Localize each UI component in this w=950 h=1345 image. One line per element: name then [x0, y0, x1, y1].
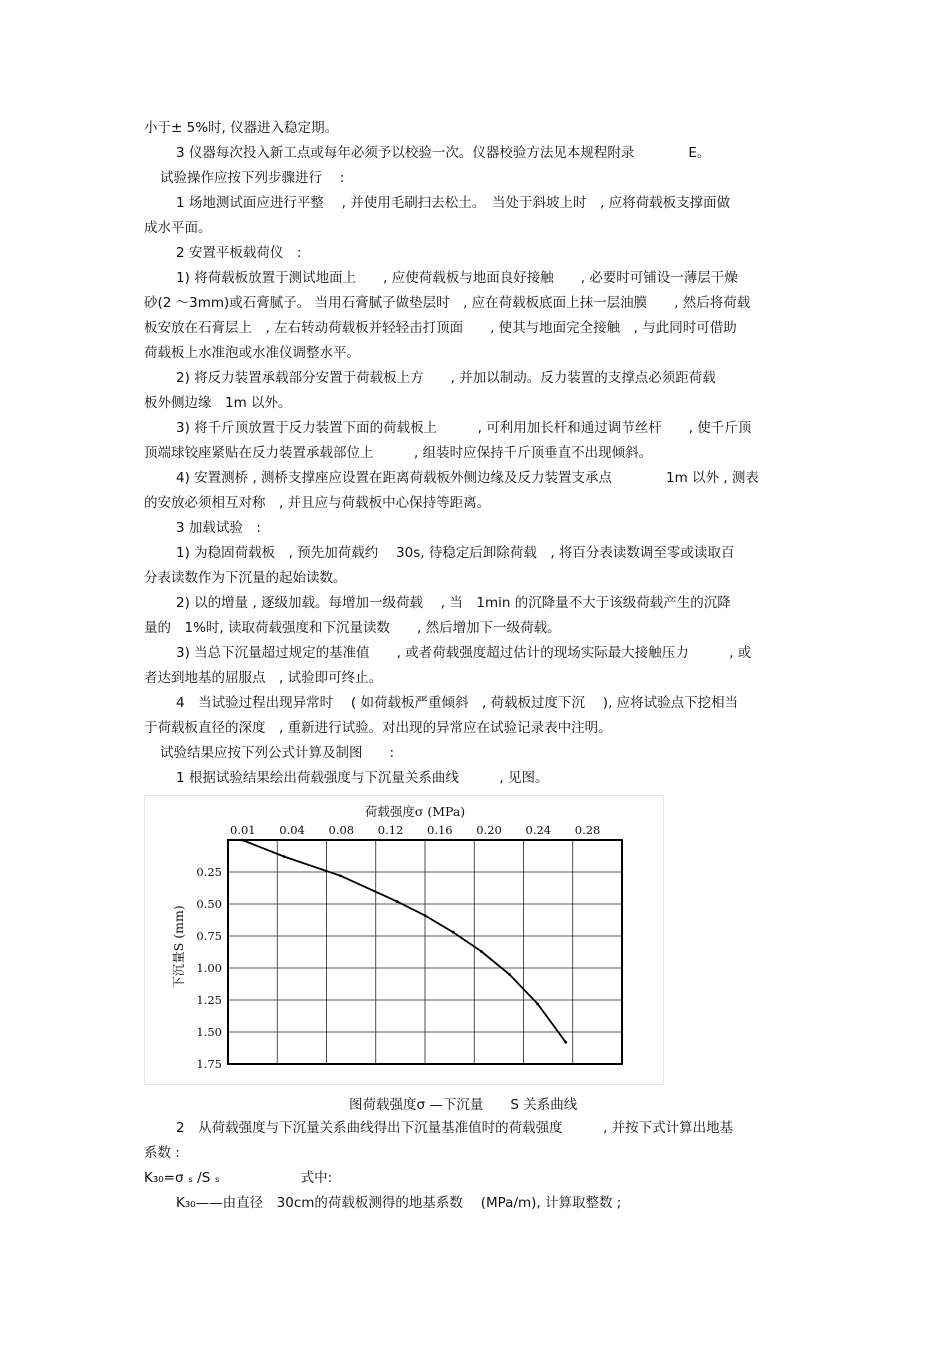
figure — [144, 795, 664, 1085]
y-tick-label: 1.75 — [196, 1057, 222, 1071]
text-line: 3) 将千斤顶放置于反力装置下面的荷载板上 , 可利用加长杆和通过调节丝杆 , 使千斤顶 — [176, 420, 752, 436]
data-point — [395, 900, 398, 903]
text-line: 1) 将荷载板放置于测试地面上 , 应使荷载板与地面良好接触 , 必要时可铺设一薄层干燥 — [176, 270, 738, 286]
data-point — [339, 874, 342, 877]
text-line: 4 当试验过程出现异常时 ( 如荷载板严重倾斜 , 荷载板过度下沉 ), 应将试验点下挖相当 — [176, 695, 739, 711]
settlement-curve — [242, 840, 566, 1042]
data-point — [480, 950, 483, 953]
text-line: 2) 以的增量 , 逐级加载。每增加一级荷载 , 当 1min 的沉降量不大于该级荷载产生的沉降 — [176, 595, 731, 611]
text-line: 砂(2 ～3mm)或石膏腻子。 当用石膏腻子做垫层时 , 应在荷载板底面上抹一层油膜 , 然后将荷载 — [144, 295, 751, 311]
y-tick-label: 0.75 — [196, 929, 222, 943]
data-point — [241, 839, 244, 842]
x-tick-label: 0.20 — [476, 823, 502, 837]
text-line: 3) 当总下沉量超过规定的基准值 , 或者荷载强度超过估计的现场实际最大接触压力 , 或 — [176, 645, 752, 661]
text-line: 1 场地测试面应进行平整 , 并使用毛刷扫去松土。 当处于斜坡上时 , 应将荷载板支撑面做 — [176, 195, 731, 211]
text-line: 荷载板上水准泡或水准仪调整水平。 — [144, 345, 360, 361]
text-line: 于荷载板直径的深度 , 重新进行试验。对出现的异常应在试验记录表中注明。 — [144, 720, 612, 736]
text-line: 系数 : — [144, 1145, 180, 1161]
text-line: 3 加载试验 : — [176, 520, 261, 536]
text-line: 1 根据试验结果绘出荷载强度与下沉量关系曲线 , 见图。 — [176, 770, 549, 786]
x-axis-title: 荷载强度σ (MPa) — [364, 804, 466, 819]
text-line: 板外侧边缘 1m 以外。 — [144, 395, 292, 411]
x-tick-label: 0.04 — [279, 823, 305, 837]
y-axis-title: 下沉量S (mm) — [171, 905, 186, 989]
load-settlement-chart — [145, 796, 663, 1084]
data-point — [424, 914, 427, 917]
y-tick-label: 0.50 — [196, 897, 222, 911]
text-line: 试验操作应按下列步骤进行 : — [160, 170, 345, 186]
text-line: 分表读数作为下沉量的起始读数。 — [144, 570, 347, 586]
x-tick-label: 0.08 — [328, 823, 355, 837]
text-line: 量的 1%时, 读取荷载强度和下沉量读数 , 然后增加下一级荷载。 — [144, 620, 561, 636]
data-point — [536, 1002, 539, 1005]
text-line: K₃₀=σ ₛ /S ₛ 式中: — [144, 1170, 333, 1186]
text-line: 成水平面。 — [144, 220, 212, 236]
text-line: 者达到地基的屈服点 , 试验即可终止。 — [144, 670, 383, 686]
data-point — [452, 931, 455, 934]
y-tick-label: 1.25 — [196, 993, 222, 1007]
text-line: 试验结果应按下列公式计算及制图 : — [160, 745, 395, 761]
x-tick-label: 0.28 — [574, 823, 601, 837]
data-point — [564, 1041, 567, 1044]
data-point — [508, 973, 511, 976]
text-line: 顶端球铰座紧贴在反力装置承载部位上 , 组装时应保持千斤顶垂直不出现倾斜。 — [144, 445, 653, 461]
x-tick-label: 0.24 — [525, 823, 552, 837]
text-line: K₃₀——由直径 30cm的荷载板测得的地基系数 (MPa/m), 计算取整数 ; — [176, 1195, 622, 1211]
text-line: 1) 为稳固荷载板 , 预先加荷载约 30s, 待稳定后卸除荷载 , 将百分表读数调至零或读取百 — [176, 545, 735, 561]
text-line: 板安放在石膏层上 , 左右转动荷载板并轻轻击打顶面 , 使其与地面完全接触 , 与此同时可借助 — [144, 320, 737, 336]
text-line: 2 从荷载强度与下沉量关系曲线得出下沉量基准值时的荷载强度 , 并按下式计算出地基 — [176, 1120, 734, 1136]
y-tick-label: 1.50 — [196, 1025, 222, 1039]
x-tick-label: 0.16 — [427, 823, 453, 837]
text-line: 4) 安置测桥 , 测桥支撑座应设置在距离荷载板外侧边缘及反力装置支承点 1m 以外 , 测表 — [176, 470, 759, 486]
data-point — [283, 855, 286, 858]
text-line: 2) 将反力装置承载部分安置于荷载板上方 , 并加以制动。反力装置的支撑点必须距荷载 — [176, 370, 716, 386]
x-tick-label: 0.01 — [230, 823, 256, 837]
x-tick-label: 0.12 — [377, 823, 404, 837]
figure-caption: 图荷载强度σ —下沉量 S 关系曲线 — [349, 1097, 578, 1113]
text-line: 2 安置平板载荷仪 : — [176, 245, 302, 261]
text-line: 的安放必须相互对称 , 并且应与荷载板中心保持等距离。 — [144, 495, 491, 511]
y-tick-label: 0.25 — [196, 865, 222, 879]
y-tick-label: 1.00 — [196, 961, 222, 975]
text-line: 小于± 5%时, 仪器进入稳定期。 — [144, 120, 339, 136]
text-line: 3 仪器每次投入新工点或每年必须予以校验一次。仪器校验方法见本规程附录 E。 — [176, 145, 711, 161]
